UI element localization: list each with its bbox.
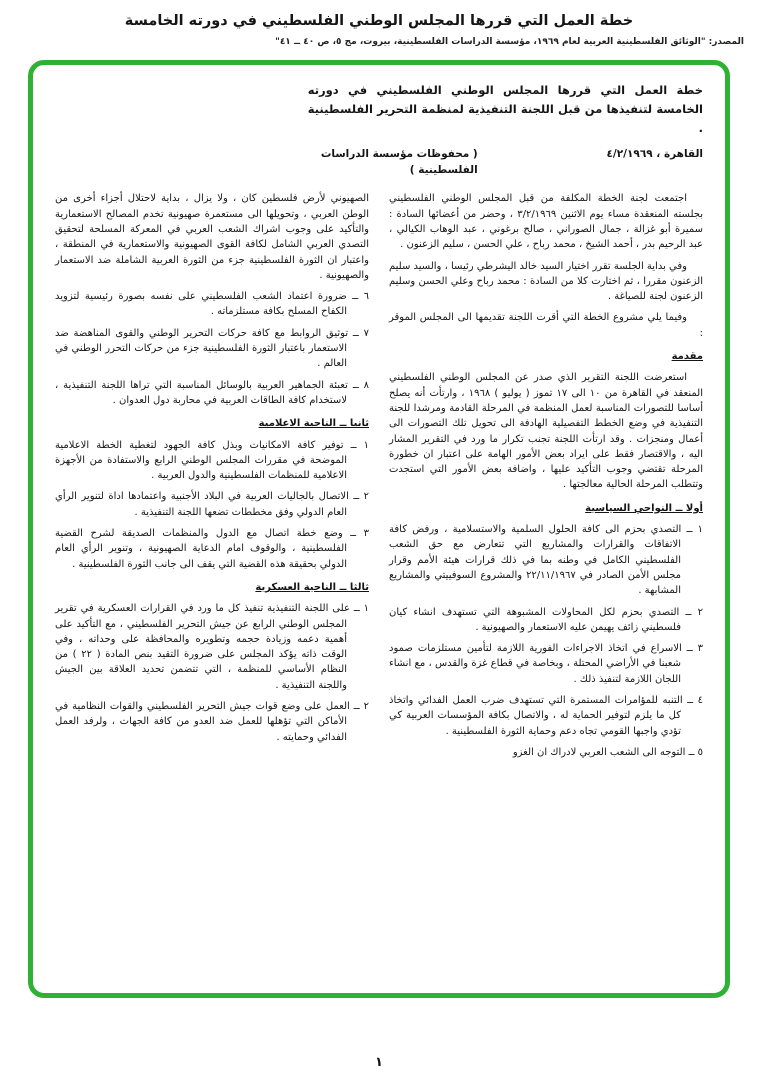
- paragraph: ٦ ــ ضرورة اعتماد الشعب الفلسطيني على نفسه بصورة رئيسية لتزويد الكفاح المسلح بكافة مستلزماته .: [55, 291, 369, 318]
- document-heading: خطة العمل التي قررها المجلس الوطني الفلسطيني في دورته الخامسة لتنفيذها من قبل اللجنة التنفيذية لمنظمة التحرير الفلسطينية .: [307, 83, 703, 135]
- paragraph: ٥ ــ التوجه الى الشعب العربي لادراك ان الغزو: [512, 746, 703, 758]
- document-frame: [28, 60, 730, 998]
- paragraph: ١ ــ على اللجنة التنفيذية تنفيذ كل ما ورد في القرارات العسكرية في تقرير المجلس الوطني الرابع عن جيش التحرير الفلسطيني ، مع التأكيد على أهمية دعمه وزيادة حجمه وتطويره والمحافظة على وحداته ، وفي الوقت ذاته يؤكد المجلس على ضرورة التقيد بنص المادة ( ٢٢ ) من النظام الأساسي للمنظمة ، التي تتضمن تحديد العلاقة بين الجيش واللجنة التنفيذية .: [55, 603, 369, 691]
- paragraph: ٢ ــ التصدي بحزم لكل المحاولات المشبوهة التي تستهدف انشاء كيان فلسطيني زائف يهيمن عليه الاستعمار والصهيونية .: [389, 606, 703, 633]
- two-column-body: [55, 191, 703, 766]
- paragraph: ٢ ــ الاتصال بالجاليات العربية في البلاد الأجنبية واعتمادها اداة لتنوير الرأي العام الدولي وفق مخططات تضعها اللجنة التنفيذية .: [55, 491, 369, 518]
- page-title: خطة العمل التي قررها المجلس الوطني الفلسطيني في دورته الخامسة: [124, 13, 634, 29]
- paragraph: ١ ــ توفير كافة الامكانيات وبذل كافة الجهود لتغطية الخطة الاعلامية الموضحة في مقررات المجلس الوطني الرابع والاستفادة من الأجهزة الاعلامية للمنظمات الفلسطينية والدول العربية .: [55, 439, 369, 482]
- right-column: [389, 191, 703, 766]
- paragraph: الصهيوني لأرض فلسطين كان ، ولا يزال ، بداية لاحتلال أجزاء أخرى من الوطن العربي ، وتحويلها الى مستعمرة صهيونية تخدم المصالح الاستعمارية والتأكيد على وجوب اشراك الشعب العربي في المعركة المسلحة لتحقيق التصدي العربي الشامل لكافة القوى الصهيونية والاستعمارية في المنطقة ، واعتبار ان الثورة الفلسطينية جزء من الثورة العربية الشاملة ضد الاستعمار والصهيونية .: [55, 193, 369, 281]
- paragraph: ٧ ــ توثيق الروابط مع كافة حركات التحرير الوطني والقوى المناهضة ضد الاستعمار باعتبار الثورة الفلسطينية جزء من حركات التحرر الوطني في العالم .: [55, 327, 369, 370]
- left-column: [55, 191, 369, 766]
- paragraph: ١ ــ التصدي بحزم الى كافة الحلول السلمية والاستسلامية ، ورفض كافة الاتفاقات والقرارات والمشاريع التي تتعارض مع حق الشعب الفلسطيني الكامل في وطنه بما في ذلك قرارات هيئة الأمم وقرار مجلس الأمن الصادر في ٢٢/١١/١٩٦٧ والمشروع السوفييتي والمشاريع المشابهة .: [389, 524, 703, 597]
- paragraph: ٢ ــ العمل على وضع قوات جيش التحرير الفلسطيني والقوات النظامية في الأماكن التي تؤهلها للعمل ضد العدو من كافة الجهات ، ولرفد العمل الفدائي وحمايته .: [55, 701, 369, 743]
- paragraph: ٨ ــ تعبئة الجماهير العربية بالوسائل المناسبة التي تراها اللجنة التنفيذية ، لاستخدام كافة الطاقات العربية في محاربة دول العدوان .: [55, 379, 369, 406]
- paragraph: ٣ ــ وضع خطة اتصال مع الدول والمنظمات الصديقة لشرح القضية الفلسطينية ، والوقوف امام الدعاية الصهيونية ، وتنوير الرأي العام الدولي بحقيقة هذه القضية التي يقف الى جانب الثورة الفلسطينية .: [55, 528, 369, 570]
- section-heading: ثالثا ــ الناحية العسكرية: [255, 581, 369, 593]
- section-heading: أولا ــ النواحي السياسية: [585, 502, 703, 514]
- source-citation: المصدر: "الوثائق الفلسطينية العربية لعام ١٩٦٩، مؤسسة الدراسات الفلسطينية، بيروت، مج ٥، ص ٤٠ ــ ٤١": [275, 37, 744, 47]
- place-date: القاهرة ، ٤/٢/١٩٦٩: [606, 147, 703, 160]
- paragraph: ٤ ــ التنبه للمؤامرات المستمرة التي تستهدف ضرب العمل الفدائي واتخاذ كل ما يلزم لتوفير الحماية له ، والاتصال بكافة المؤسسات العربية كي تؤدي واجبها القومي تجاه دعم وحماية الثورة الفلسطينية .: [389, 695, 703, 737]
- paragraph: وفي بداية الجلسة تقرر اختيار السيد خالد اليشرطي رئيسا ، والسيد سليم الزعنون مقررا ، ثم اختارت كلا من السادة : محمد رباح وعلي الحسن وسليم الزعنون لجنة للصياغة .: [389, 260, 703, 303]
- page-number: ١: [375, 1055, 383, 1070]
- paragraph: ٣ ــ الاسراع في اتخاذ الاجراءات الفورية اللازمة لتأمين مستلزمات صمود شعبنا في الأراضي المحتلة ، وبخاصة في قطاع غزة والقدس ، مع انشاء اللجان اللازمة لتنفيذ ذلك .: [389, 643, 703, 685]
- paragraph: استعرضت اللجنة التقرير الذي صدر عن المجلس الوطني الفلسطيني المنعقد في القاهرة من ١٠ الى ١٧ تموز ( يوليو ) ١٩٦٨ ، وارتأت أنه يصلح أساسا للتصورات المناسبة لعمل المنظمة في المرحلة القادمة ومرشدا للجنة التنفيذية في وضع الخطط التفصيلية الهادفة الى تحويل تلك التصورات الى أعمال ومنجزات . وقد ارتأت اللجنة تجنب تكرار ما ورد في التقرير المشار اليه ، والاقتصار فقط على ايراد بعض الأمور الهامة على اعتبار ان خطورة المرحلة تقتضي وجوب التأكيد عليها ، واضافة بعض الأمور التي استجدت وتتطلب المرحلة الحالية معالجتها .: [389, 372, 703, 491]
- document-heading-block: [308, 81, 703, 178]
- section-heading: ثانيا ــ الناحية الاعلامية: [258, 418, 369, 430]
- place-date-row: [308, 147, 703, 179]
- section-heading: مقدمة: [671, 351, 703, 363]
- paragraph: وفيما يلي مشروع الخطة التي أقرت اللجنة تقديمها الى المجلس الموقر :: [389, 312, 703, 339]
- paragraph: اجتمعت لجنة الخطة المكلفة من قبل المجلس الوطني الفلسطيني بجلسته المنعقدة مساء يوم الاثنين ٣/٢/١٩٦٩ ، وحضر من أعضائها السادة : سميرة أبو غزالة ، جمال الصوراني ، صالح برغوني ، عبد الوهاب الكيالي ، عبد الرحيم بدر ، أحمد الشيخ ، محمد رباح ، علي الحسن ، سليم الزعنون .: [389, 193, 703, 251]
- archive-note: ( محفوظات مؤسسة الدراسات الفلسطينية ): [320, 147, 478, 176]
